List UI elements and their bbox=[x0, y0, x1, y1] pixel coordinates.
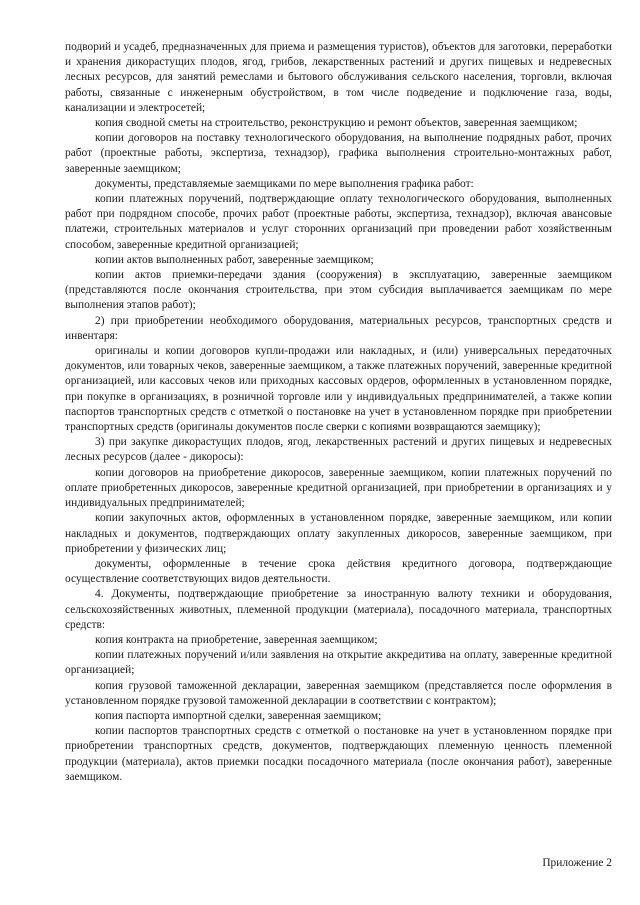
paragraph: копии платежных поручений и/или заявления на открытие аккредитива на оплату, заверенные кредитной организацией; bbox=[65, 649, 612, 677]
paragraph: документы, представляемые заемщиками по мере выполнения графика работ: bbox=[95, 177, 474, 190]
paragraph: оригиналы и копии договоров купли-продажи или накладных, и (или) универсальных передаточных документов, или товарных чеков, заверенные заемщиком, а также платежных поручений, заверенные кредитной организацией, или кассовых чеков или приходных кассовых ордеров, оформленных в установленном порядке, при покупке в организациях, в розничной торговле или у индивидуальных предпринимателей, а также копии паспортов транспортных средств с отметкой о постановке на учет в установленном порядке при приобретении транспортных средств (оригиналы документов после сверки с копиями возвращаются заемщику); bbox=[65, 345, 612, 434]
paragraph: копии договоров на приобретение дикоросов, заверенные заемщиком, копии платежных поручений по оплате приобретенных дикоросов, заверенные кредитной организацией, при приобретении в организациях и у индивидуальных предпринимателей; bbox=[65, 466, 612, 510]
paragraph: 3) при закупке дикорастущих плодов, ягод, лекарственных растений и других пищевых и недревесных лесных ресурсов (далее - дикоросы): bbox=[65, 436, 612, 464]
paragraph: копии договоров на поставку технологического оборудования, на выполнение подрядных работ, прочих работ (проектные работы, экспертиза, технадзор), графика выполнения строительно-монтажных работ, заверенные заемщиком; bbox=[65, 132, 612, 175]
paragraph: 4. Документы, подтверждающие приобретение за иностранную валюту техники и оборудования, сельскохозяйственных животных, племенной продукции (материала), посадочного материала, транспортных средств: bbox=[65, 588, 612, 631]
paragraph: подворий и усадеб, предназначенных для приема и размещения туристов), объектов для заготовки, переработки и хранения дикорастущих плодов, ягод, грибов, лекарственных растений и других пищевых и недревесных лесных ресурсов, для занятий ремеслами и бытового обслуживания сельского населения, торговли, включая работы, связанные с инженерным обустройством, в том числе подведение и подключение газа, воды, канализации и электросетей; bbox=[65, 41, 612, 114]
paragraph: копии закупочных актов, оформленных в установленном порядке, заверенные заемщиком, или копии накладных и документов, подтверждающих оплату закупленных дикоросов, заверенные заемщиком, при приобретении у физических лиц; bbox=[65, 512, 612, 555]
paragraph: документы, оформленные в течение срока действия кредитного договора, подтверждающие осуществление соответствующих видов деятельности. bbox=[65, 557, 612, 586]
paragraph: копия сводной сметы на строительство, реконструкцию и ремонт объектов, заверенная заемщиком; bbox=[95, 117, 578, 130]
paragraph: копии паспортов транспортных средств с отметкой о постановке на учет в установленном порядке при приобретении транспортных средств, документов, подтверждающих племенную ценность племенной продукции (материала), актов приемки посадки посадочного материала (после окончания работ), заверенные заемщиком. bbox=[65, 725, 612, 783]
paragraph: копия грузовой таможенной декларации, заверенная заемщиком (представляется после оформления в установленном порядке грузовой таможенной декларации в соответствии с контрактом); bbox=[65, 679, 612, 707]
paragraph: копии актов выполненных работ, заверенные заемщиком; bbox=[95, 253, 374, 266]
paragraph: копия паспорта импортной сделки, заверенная заемщиком; bbox=[95, 709, 382, 722]
appendix-label: Приложение 2 bbox=[542, 857, 612, 869]
paragraph: 2) при приобретении необходимого оборудования, материальных ресурсов, транспортных средств и инвентаря: bbox=[65, 314, 612, 342]
document-body bbox=[65, 40, 612, 785]
paragraph: копии актов приемки-передачи здания (сооружения) в эксплуатацию, заверенные заемщиком (представляются после окончания строительства, при этом субсидия выплачивается заемщикам по мере выполнения этапов работ); bbox=[65, 269, 612, 312]
paragraph: копия контракта на приобретение, заверенная заемщиком; bbox=[95, 633, 378, 646]
paragraph: копии платежных поручений, подтверждающие оплату технологического оборудования, выполненных работ при подрядном способе, прочих работ (проектные работы, экспертиза, технадзор), включая авансовые платежи, строительных материалов и услуг сторонних организаций при проведении работ хозяйственным способом, заверенные кредитной организацией; bbox=[65, 193, 612, 251]
